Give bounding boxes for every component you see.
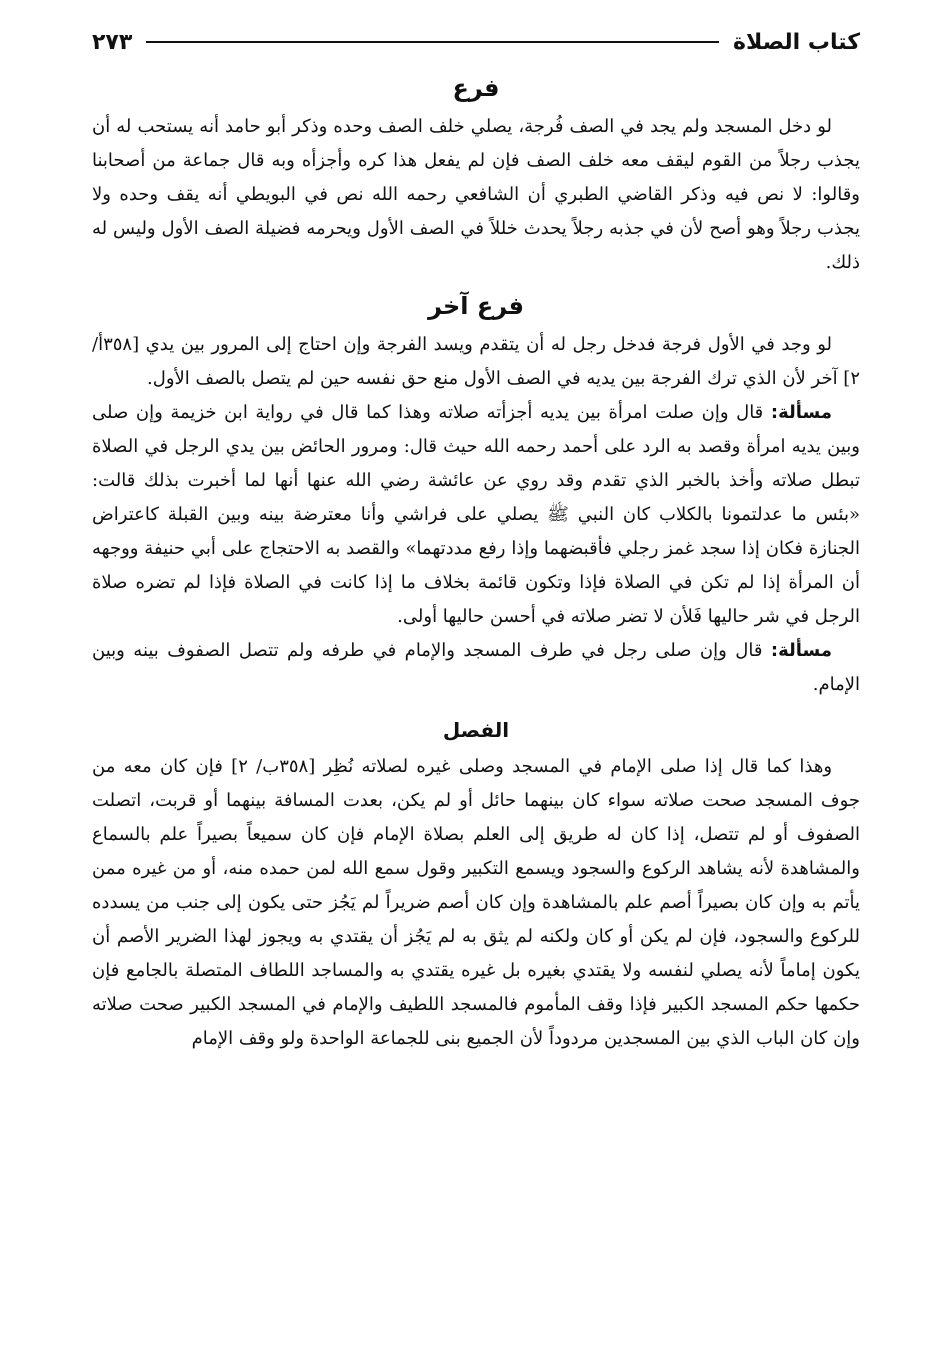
section-heading-far: فرع <box>452 74 500 102</box>
section-heading-far-akhar: فرع آخر <box>428 292 524 320</box>
fasl-paragraph: وهذا كما قال إذا صلى الإمام في المسجد وصلى غيره لصلاته نُظِر [٣٥٨ب/ ٢] فإن كان معه من جوف المسجد صحت صلاته سواء كان بينهما حائل أو لم يكن، بعدت المسافة بينهما أو قربت، اتصلت الصفوف أو لم تتصل، إذا كان له طريق إلى العلم بصلاة الإمام فإن كان سميعاً بصيراً علم بالسماع والمشاهدة لأنه يشاهد الركوع والسجود ويسمع التكبير وقول سمع الله لمن حمده منه، أو من غيره ممن يأتم به وإن كان بصيراً أصم علم بالمشاهدة وإن كان أصم ضريراً لم يَجُز حتى يكون إلى جنب من يسدده للركوع والسجود، فإن لم يكن أو كان ولكنه لم يثق به لم يَجُز أن يقتدي به ويجوز لهذا الضرير الأصم أن يكون إماماً لأنه يصلي لنفسه ولا يقتدي بغيره بل غيره يقتدي به والمساجد اللطاف المتصلة بالجامع فإن حكمها حكم المسجد الكبير فإذا وقف المأموم فالمسجد اللطيف والإمام في المسجد الكبير صحت صلاته وإن كان الباب الذي بين المسجدين مردوداً لأن الجميع بنى للجماعة الواحدة ولو وقف الإمام <box>92 756 860 1049</box>
masala-text: قال وإن صلت امرأة بين يديه أجزأته صلاته وهذا كما قال في رواية ابن خزيمة وإن صلى وبين يديه امرأة وقصد به الرد على أحمد رحمه الله حيث قال: ومرور الحائض بين يدي الرجل في الصلاة تبطل صلاته وأخذ بالخبر الذي تقدم وقد روي عن عائشة رضي الله عنها أنها لما أخبرت بذلك قالت: «بئس ما عدلتمونا بالكلاب كان النبي ﷺ يصلي على فراشي وأنا معترضة بينه وبين القبلة كاعتراض الجنازة فكان إذا سجد غمز رجلي فأقبضهما وإذا رفع مددتهما» والقصد به الاحتجاج على أبي حنيفة ووجهه أن المرأة إذا لم تكن في الصلاة فإذا وتكون قائمة بخلاف ما إذا كانت في الصلاة فإذا لم تضره صلاة الرجل في شر حاليها فَلأن لا تضر صلاته في أحسن حاليها أولى. <box>92 402 860 627</box>
masala-label: مسألة: <box>770 640 832 661</box>
book-title: كتاب الصلاة <box>733 29 860 55</box>
running-header <box>92 22 860 62</box>
masala-label: مسألة: <box>770 402 832 423</box>
paragraph-far-akhar: لو وجد في الأول فرجة فدخل رجل له أن يتقدم ويسد الفرجة وإن احتاج إلى المرور بين يدي [٣٥٨أ/ ٢] آخر لأن الذي ترك الفرجة بين يديه في الصف الأول منع حق نفسه حين لم يتصل بالصف الأول. <box>92 334 860 389</box>
masala-paragraph-2 <box>92 634 860 702</box>
fasl-heading: الفصل <box>442 718 510 742</box>
masala-text: قال وإن صلى رجل في طرف المسجد والإمام في طرفه ولم تتصل الصفوف بينه وبين الإمام. <box>92 640 860 695</box>
paragraph-far: لو دخل المسجد ولم يجد في الصف فُرجة، يصلي خلف الصف وحده وذكر أبو حامد أنه يستحب له أن يجذب رجلاً من القوم ليقف معه خلف الصف فإن لم يفعل هذا كره وأجزأه وبه قال جماعة من أصحابنا وقالوا: لا نص فيه وذكر القاضي الطبري أن الشافعي رحمه الله نص في البويطي أنه يقف وحده ولا يجذب رجلاً وهو أصح لأن في جذبه رجلاً يحدث خللاً في الصف الأول ويحرمه فضيلة الصف الأول وليس له ذلك. <box>92 116 860 273</box>
header-rule <box>146 41 719 43</box>
page-number: ٢٧٣ <box>92 29 133 55</box>
masala-paragraph-1 <box>92 396 860 634</box>
